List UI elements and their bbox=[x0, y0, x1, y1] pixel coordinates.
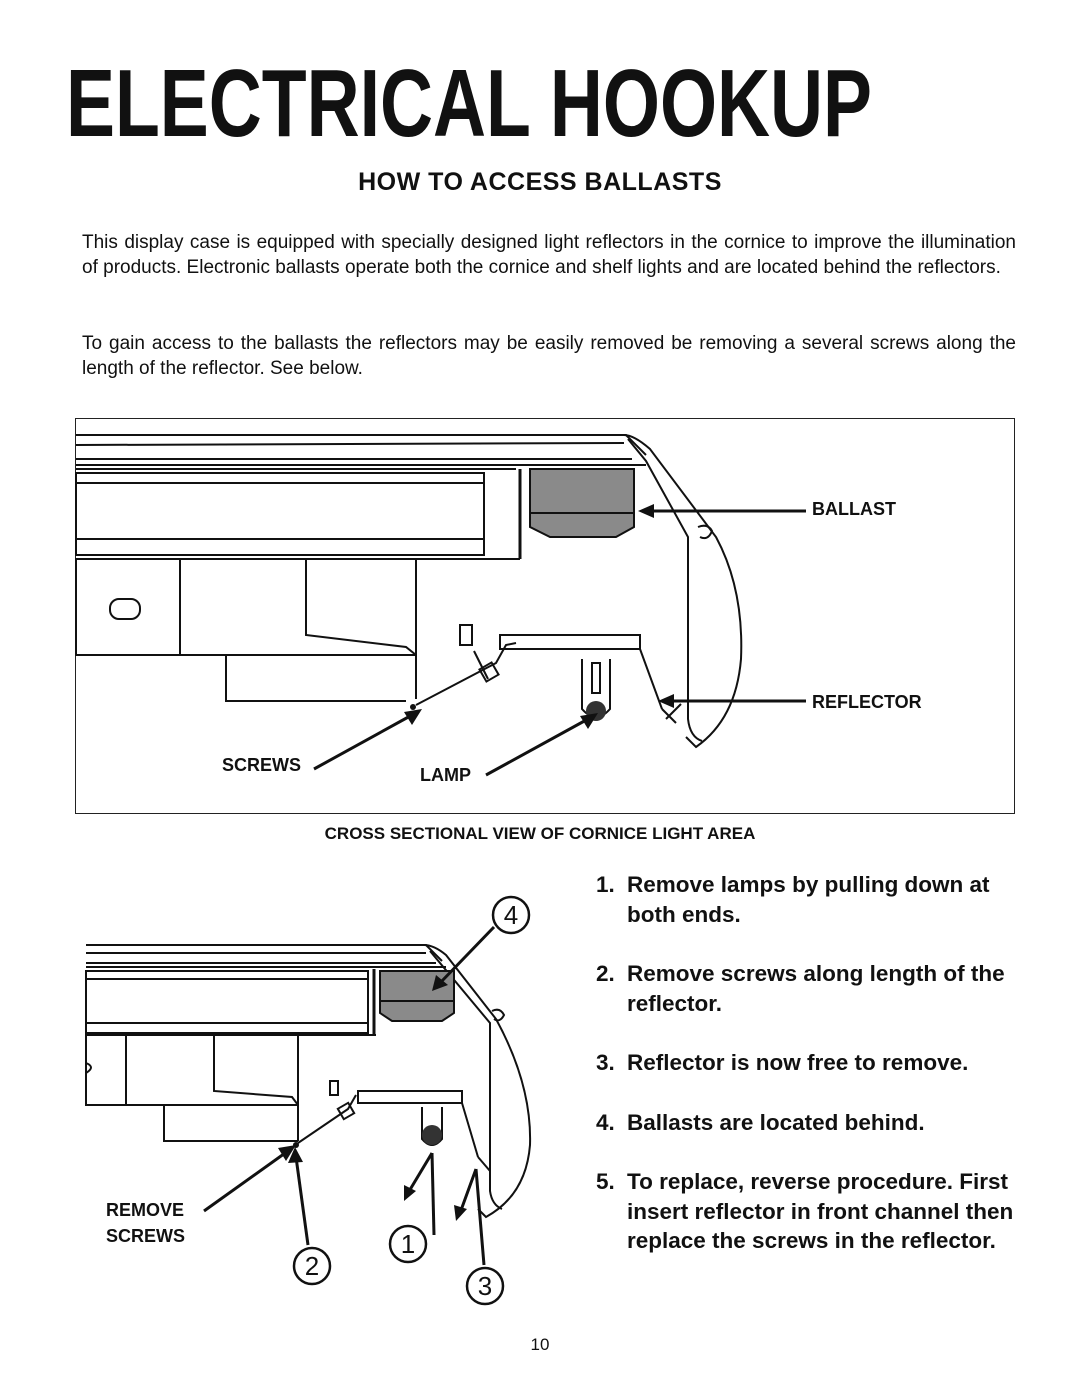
step-text: Ballasts are located behind. bbox=[627, 1109, 925, 1135]
remove-label: REMOVE bbox=[106, 1200, 185, 1220]
cross-section-figure bbox=[75, 418, 1015, 814]
step-number: 1. bbox=[596, 872, 615, 897]
cornice-cross-section-drawing bbox=[76, 419, 1016, 815]
step-text: Reflector is now free to remove. bbox=[627, 1050, 969, 1075]
callout-2: 2 bbox=[304, 1251, 320, 1281]
figure-caption: CROSS SECTIONAL VIEW OF CORNICE LIGHT AREA bbox=[324, 824, 756, 843]
page-title-text: ELECTRICAL HOOKUP bbox=[66, 50, 872, 157]
screw-dot bbox=[410, 704, 416, 710]
removal-steps-list bbox=[596, 870, 1036, 1286]
step-text: Remove lamps by pulling down at both ends. bbox=[627, 872, 990, 927]
page-number: 10 bbox=[530, 1335, 550, 1354]
screws-label-2: SCREWS bbox=[106, 1226, 186, 1246]
ballast-block bbox=[530, 469, 634, 513]
step-text: To replace, reverse procedure. First insert reflector in front channel then replace the screws in the reflector. bbox=[627, 1169, 1014, 1253]
removal-drawing bbox=[86, 895, 556, 1315]
callout-1: 1 bbox=[400, 1229, 416, 1259]
intro-paragraph: This display case is equipped with specially designed light reflectors in the cornice to improve the illumination of products. Electronic ballasts operate both the cornice and shelf lights and are located behind the reflectors. bbox=[82, 232, 1016, 278]
page-title bbox=[66, 50, 876, 157]
step-item bbox=[596, 959, 1036, 1018]
callout-4: 4 bbox=[503, 900, 519, 930]
step-item bbox=[596, 1108, 1036, 1138]
step-number: 3. bbox=[596, 1050, 615, 1075]
callout-3: 3 bbox=[477, 1271, 493, 1301]
step-number: 5. bbox=[596, 1169, 615, 1194]
step-text: Remove screws along length of the reflector. bbox=[627, 961, 1005, 1016]
step-item bbox=[596, 1167, 1036, 1256]
reflector-label: REFLECTOR bbox=[812, 692, 922, 712]
screws-label: SCREWS bbox=[222, 755, 302, 775]
lamp-label: LAMP bbox=[420, 765, 471, 785]
ballast-label: BALLAST bbox=[812, 499, 896, 519]
step-item bbox=[596, 870, 1036, 929]
step-number: 4. bbox=[596, 1109, 615, 1135]
access-paragraph: To gain access to the ballasts the reflectors may be easily removed be removing a several screws along the length of the reflector. See below. bbox=[82, 333, 1016, 379]
step-number: 2. bbox=[596, 961, 615, 986]
section-title: HOW TO ACCESS BALLASTS bbox=[358, 168, 722, 196]
step-item bbox=[596, 1048, 1036, 1078]
removal-steps-figure bbox=[86, 895, 556, 1320]
